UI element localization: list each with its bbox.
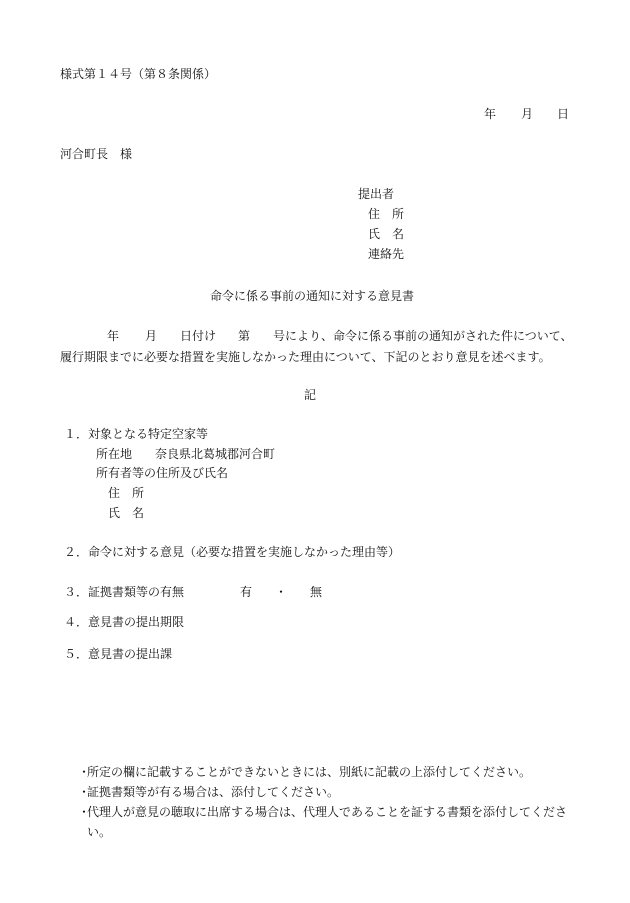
date-day-label: 日	[557, 107, 570, 121]
note-text: 代理人が意見の聴取に出席する場合は、代理人であることを証する書類を添付してくださ	[87, 805, 568, 819]
item1-owner-name-field[interactable]	[150, 505, 450, 521]
date-month-label: 月	[521, 107, 534, 121]
ki-heading: 記	[304, 388, 317, 402]
submitter-contact-label: 連絡先	[368, 247, 405, 261]
body-number-field[interactable]	[252, 328, 270, 344]
item1-owner-label: 所有者等の住所及び氏名	[96, 466, 229, 480]
date-year-label: 年	[484, 107, 497, 121]
body-year: 年	[107, 329, 120, 343]
item2-opinion-field[interactable]	[64, 562, 564, 580]
item1-location-value: 奈良県北葛城郡河合町	[155, 447, 276, 461]
item4-deadline-field[interactable]	[195, 614, 495, 630]
date-day-field[interactable]	[535, 106, 555, 122]
item1-owner-address-field[interactable]	[150, 485, 450, 501]
note-text: 証拠書類等が有る場合は、添付してください。	[87, 785, 340, 799]
body-month: 月	[145, 329, 158, 343]
submitter-address-label: 住 所	[368, 207, 405, 221]
item3-label: ３．証拠書類等の有無	[64, 585, 185, 599]
note-item	[78, 805, 568, 840]
submitter-name-label: 氏 名	[368, 227, 405, 241]
body-issue-field[interactable]	[216, 328, 236, 344]
item1-location-label: 所在地	[96, 447, 133, 461]
note-text-continuation: い。	[87, 825, 112, 839]
date-year-field[interactable]	[440, 106, 480, 122]
item1-owner-name-label: 氏 名	[108, 506, 145, 520]
note-item	[78, 766, 558, 780]
body-month-field[interactable]	[160, 328, 178, 344]
submitter-name-field[interactable]	[410, 226, 610, 242]
note-bullet: ・	[78, 785, 91, 799]
date-month-field[interactable]	[498, 106, 518, 122]
body-line1-rest: 号により、命令に係る事前の通知がされた件について、	[273, 329, 573, 343]
body-line2: 履行期限までに必要な措置を実施しなかった理由について、下記のとおり意見を述べます。	[60, 350, 551, 364]
body-year-field[interactable]	[122, 328, 144, 344]
item5-department-field[interactable]	[180, 646, 480, 662]
item3-option-yes[interactable]: 有	[240, 585, 253, 599]
item2-label: ２．命令に対する意見（必要な措置を実施しなかった理由等）	[64, 545, 401, 559]
submitter-heading: 提出者	[358, 187, 395, 201]
page-title: 命令に係る事前の通知に対する意見書	[210, 289, 415, 303]
note-bullet: ・	[78, 765, 91, 779]
item1-location-field[interactable]	[280, 446, 480, 462]
item5-label: ５．意見書の提出課	[64, 647, 173, 661]
item4-label: ４．意見書の提出期限	[64, 615, 185, 629]
body-day-dated: 日付け	[180, 329, 217, 343]
note-item	[78, 786, 558, 800]
form-number: 様式第１４号（第８条関係）	[60, 67, 217, 81]
note-text: 所定の欄に記載することができないときには、別紙に記載の上添付してください。	[87, 765, 532, 779]
date-line	[0, 108, 630, 122]
item3-option-no[interactable]: 無	[310, 585, 323, 599]
item1-label: １．対象となる特定空家等	[64, 427, 209, 441]
submitter-address-field[interactable]	[410, 206, 610, 222]
addressee: 河合町長 様	[60, 147, 133, 161]
item1-owner-address-label: 住 所	[108, 486, 145, 500]
item3-separator: ・	[275, 585, 288, 599]
note-bullet: ・	[78, 805, 91, 819]
submitter-contact-field[interactable]	[410, 246, 610, 262]
submitter-block	[358, 188, 598, 268]
body-number-prefix: 第	[238, 329, 251, 343]
